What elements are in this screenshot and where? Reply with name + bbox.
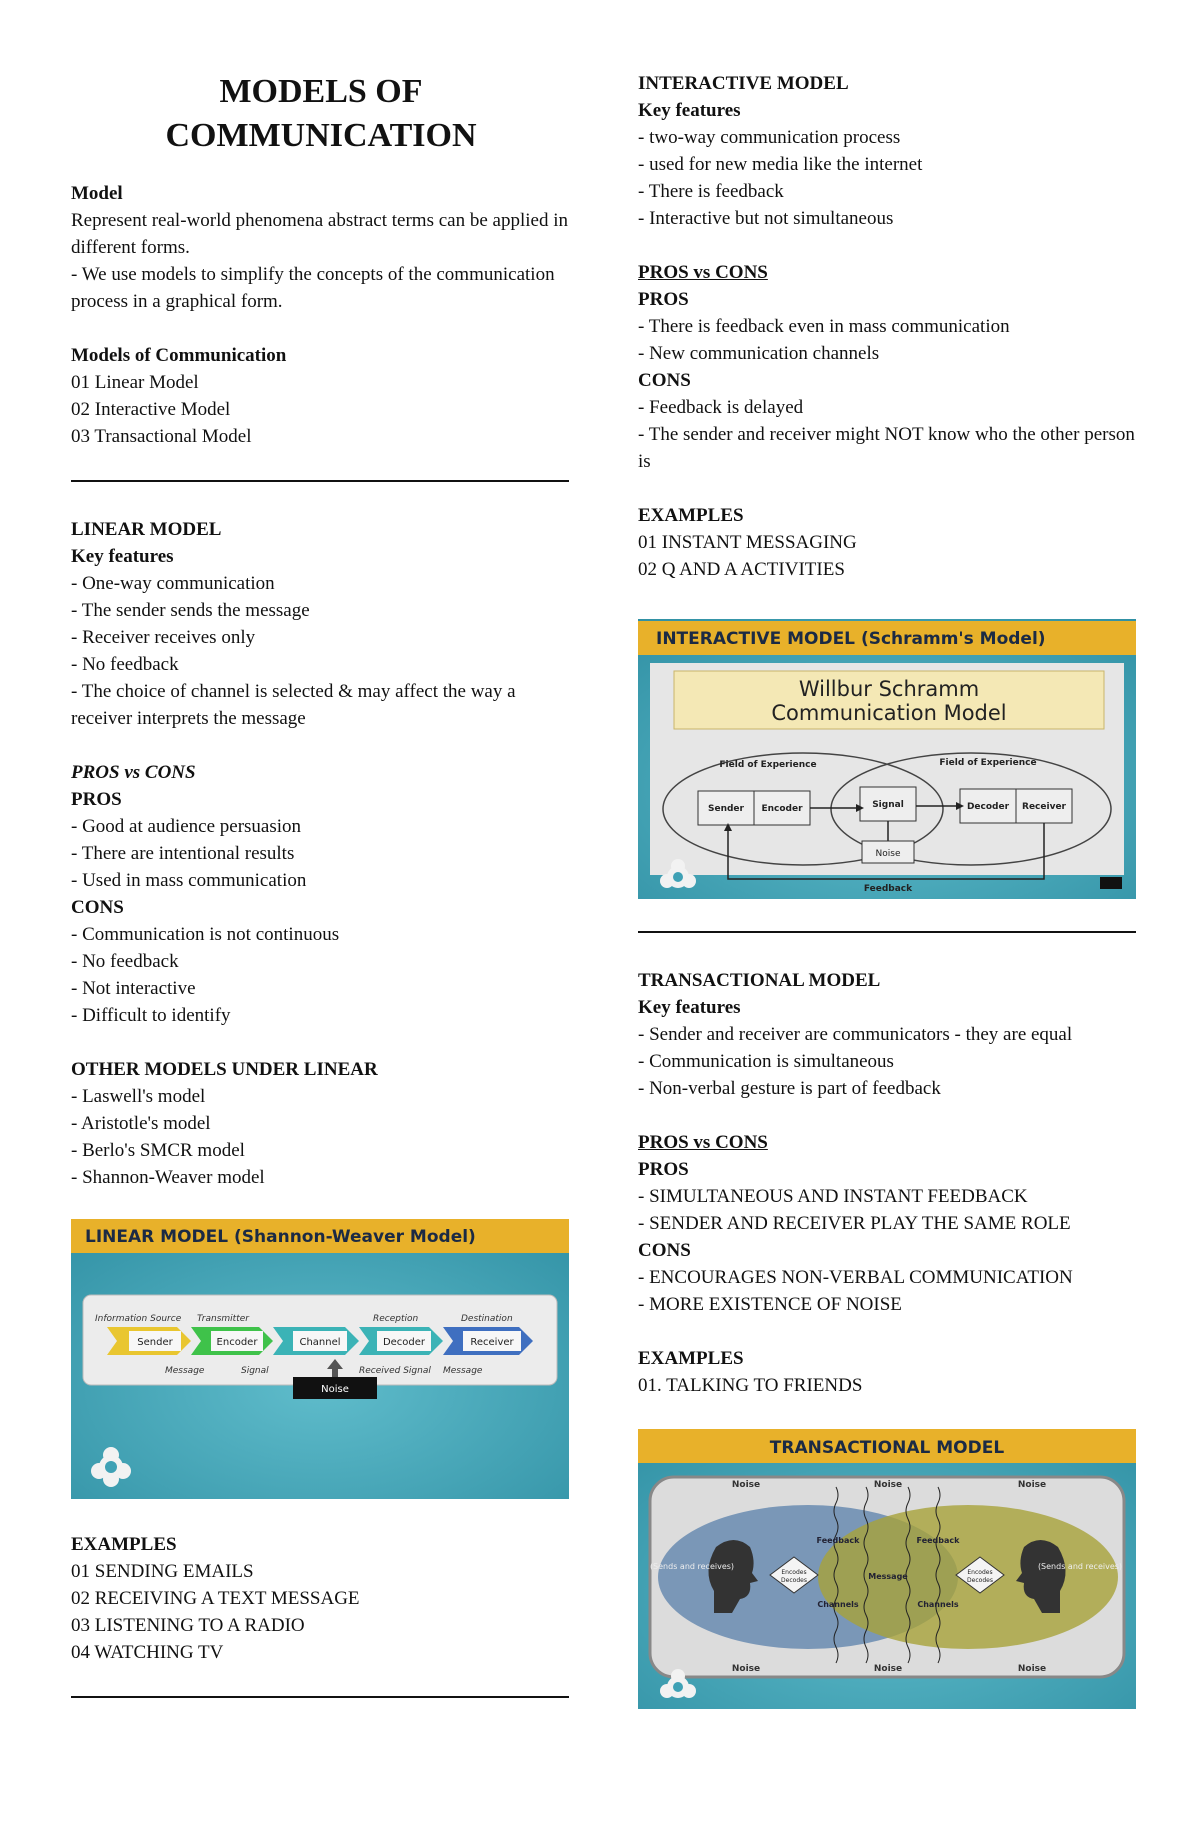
interactive-noise-label: Noise: [875, 849, 901, 859]
feedback-label-right: Feedback: [916, 1536, 960, 1545]
linear-top-label: Reception: [373, 1314, 419, 1324]
noise-top-label: Noise: [1017, 1480, 1047, 1490]
interactive-box-label: Sender: [708, 804, 744, 814]
linear-top-label: Information Source: [95, 1314, 182, 1324]
model-text-1: Represent real-world phenomena abstract terms can be applied in different forms.: [71, 210, 568, 258]
interactive-examples-heading: EXAMPLES: [638, 505, 744, 526]
right-person-label: (Sends and receives): [1037, 1562, 1123, 1571]
transactional-examples-heading: EXAMPLES: [638, 1348, 744, 1369]
linear-bottom-label: Received Signal: [359, 1366, 431, 1376]
linear-pro: - Used in mass communication: [71, 870, 307, 891]
linear-box-label: Encoder: [216, 1337, 258, 1348]
noise-top-label: Noise: [873, 1480, 903, 1490]
linear-noise-label: Noise: [321, 1384, 349, 1395]
linear-example: 01 SENDING EMAILS: [71, 1561, 254, 1582]
interactive-box-label: Encoder: [761, 804, 803, 814]
linear-pro: - There are intentional results: [71, 843, 295, 864]
left-column: [71, 70, 571, 1732]
linear-con: - No feedback: [71, 951, 179, 972]
linear-bottom-label: Message: [165, 1366, 205, 1376]
linear-model-diagram: [71, 1219, 569, 1499]
transactional-heading: TRANSACTIONAL MODEL: [638, 970, 881, 991]
interactive-cons-heading: CONS: [638, 370, 691, 391]
linear-box-label: Decoder: [382, 1337, 426, 1348]
right-column: [638, 70, 1138, 1741]
interactive-feature: - used for new media like the internet: [638, 154, 923, 175]
linear-con: - Communication is not continuous: [71, 924, 340, 945]
interactive-features-heading: Key features: [638, 100, 741, 121]
decodes-label-left: Decodes: [781, 1577, 807, 1584]
linear-bottom-label: Signal: [241, 1366, 269, 1376]
interactive-box-label: Decoder: [966, 802, 1010, 812]
linear-features-heading: Key features: [71, 546, 174, 567]
transactional-feature: - Sender and receiver are communicators - they are equal: [638, 1024, 1073, 1045]
transactional-feature: - Non-verbal gesture is part of feedback: [638, 1078, 941, 1099]
field-left-label: Field of Experience: [719, 760, 817, 770]
page-title: MODELS OF COMMUNICATION: [165, 73, 477, 154]
linear-other-item: - Berlo's SMCR model: [71, 1140, 245, 1161]
linear-cons-heading: CONS: [71, 897, 124, 918]
interactive-con: - The sender and receiver might NOT know who the other person is: [638, 424, 1135, 472]
model-heading: Model: [71, 183, 123, 204]
linear-examples-heading: EXAMPLES: [71, 1534, 177, 1555]
encodes-label-right: Encodes: [967, 1569, 993, 1576]
interactive-example: 02 Q AND A ACTIVITIES: [638, 559, 845, 580]
linear-feature: - The sender sends the message: [71, 600, 310, 621]
linear-feature: - No feedback: [71, 654, 179, 675]
transactional-pro: - SIMULTANEOUS AND INSTANT FEEDBACK: [638, 1186, 1028, 1207]
encodes-label-left: Encodes: [781, 1569, 807, 1576]
linear-other-heading: OTHER MODELS UNDER LINEAR: [71, 1059, 378, 1080]
model-text-2: - We use models to simplify the concepts of the communication process in a graphical form.: [71, 264, 555, 312]
linear-feature: - The choice of channel is selected & may affect the way a receiver interprets the message: [71, 681, 516, 729]
interactive-feature: - Interactive but not simultaneous: [638, 208, 894, 229]
transactional-pros-heading: PROS: [638, 1159, 689, 1180]
noise-bottom-label: Noise: [1017, 1664, 1047, 1674]
interactive-box-label: Receiver: [1022, 802, 1066, 812]
feedback-label-left: Feedback: [816, 1536, 860, 1545]
linear-feature: - One-way communication: [71, 573, 275, 594]
models-list-heading: Models of Communication: [71, 345, 287, 366]
channels-label-left: Channels: [817, 1600, 859, 1609]
linear-pro: - Good at audience persuasion: [71, 816, 302, 837]
models-list-item: 02 Interactive Model: [71, 399, 231, 420]
linear-pros-heading: PROS: [71, 789, 122, 810]
linear-con: - Not interactive: [71, 978, 196, 999]
interactive-feedback-label: Feedback: [863, 884, 913, 894]
models-list-item: 03 Transactional Model: [71, 426, 252, 447]
interactive-pros-cons-heading: PROS vs CONS: [638, 262, 768, 283]
linear-box-label: Channel: [299, 1337, 341, 1348]
interactive-example: 01 INSTANT MESSAGING: [638, 532, 857, 553]
linear-top-label: Destination: [461, 1314, 513, 1324]
transactional-pros-cons-heading: PROS vs CONS: [638, 1132, 768, 1153]
interactive-pro: - New communication channels: [638, 343, 880, 364]
message-label: Message: [868, 1572, 908, 1581]
interactive-model-slide: [638, 619, 1136, 899]
divider: [638, 931, 1136, 933]
transactional-model-slide: [638, 1429, 1136, 1709]
field-right-label: Field of Experience: [939, 758, 1037, 768]
interactive-pros-heading: PROS: [638, 289, 689, 310]
interactive-box-label: Signal: [872, 800, 904, 810]
transactional-pro: - SENDER AND RECEIVER PLAY THE SAME ROLE: [638, 1213, 1071, 1234]
interactive-model-diagram: [638, 619, 1136, 899]
interactive-slide-title: INTERACTIVE MODEL (Schramm's Model): [656, 629, 1046, 649]
linear-pros-cons-heading: PROS vs CONS: [71, 762, 196, 783]
interactive-heading: INTERACTIVE MODEL: [638, 73, 849, 94]
transactional-model-diagram: [638, 1429, 1136, 1709]
transactional-cons-heading: CONS: [638, 1240, 691, 1261]
divider: [71, 480, 569, 482]
transactional-feature: - Communication is simultaneous: [638, 1051, 894, 1072]
linear-other-item: - Laswell's model: [71, 1086, 206, 1107]
linear-model-slide: [71, 1219, 569, 1499]
linear-heading: LINEAR MODEL: [71, 519, 222, 540]
interactive-feature: - There is feedback: [638, 181, 784, 202]
linear-bottom-label: Message: [443, 1366, 483, 1376]
decodes-label-right: Decodes: [967, 1577, 993, 1584]
noise-top-label: Noise: [731, 1480, 761, 1490]
linear-box-label: Sender: [137, 1337, 173, 1348]
models-list-item: 01 Linear Model: [71, 372, 199, 393]
linear-box-label: Receiver: [470, 1337, 514, 1348]
linear-con: - Difficult to identify: [71, 1005, 231, 1026]
left-person-label: (Sends and receives): [649, 1562, 735, 1571]
interactive-feature: - two-way communication process: [638, 127, 901, 148]
interactive-subtitle-1: Willbur Schramm: [798, 677, 980, 701]
transactional-con: - ENCOURAGES NON-VERBAL COMMUNICATION: [638, 1267, 1073, 1288]
divider: [71, 1696, 569, 1698]
transactional-example: 01. TALKING TO FRIENDS: [638, 1375, 863, 1396]
linear-other-item: - Aristotle's model: [71, 1113, 211, 1134]
transactional-features-heading: Key features: [638, 997, 741, 1018]
transactional-con: - MORE EXISTENCE OF NOISE: [638, 1294, 902, 1315]
linear-example: 02 RECEIVING A TEXT MESSAGE: [71, 1588, 360, 1609]
noise-bottom-label: Noise: [873, 1664, 903, 1674]
interactive-subtitle-2: Communication Model: [771, 701, 1007, 725]
linear-example: 04 WATCHING TV: [71, 1642, 224, 1663]
channels-label-right: Channels: [917, 1600, 959, 1609]
transactional-slide-title: TRANSACTIONAL MODEL: [769, 1438, 1005, 1458]
linear-feature: - Receiver receives only: [71, 627, 256, 648]
linear-top-label: Transmitter: [197, 1314, 249, 1324]
noise-bottom-label: Noise: [731, 1664, 761, 1674]
interactive-con: - Feedback is delayed: [638, 397, 804, 418]
linear-example: 03 LISTENING TO A RADIO: [71, 1615, 305, 1636]
linear-slide-title: LINEAR MODEL (Shannon-Weaver Model): [85, 1227, 476, 1247]
linear-other-item: - Shannon-Weaver model: [71, 1167, 265, 1188]
interactive-pro: - There is feedback even in mass communication: [638, 316, 1010, 337]
